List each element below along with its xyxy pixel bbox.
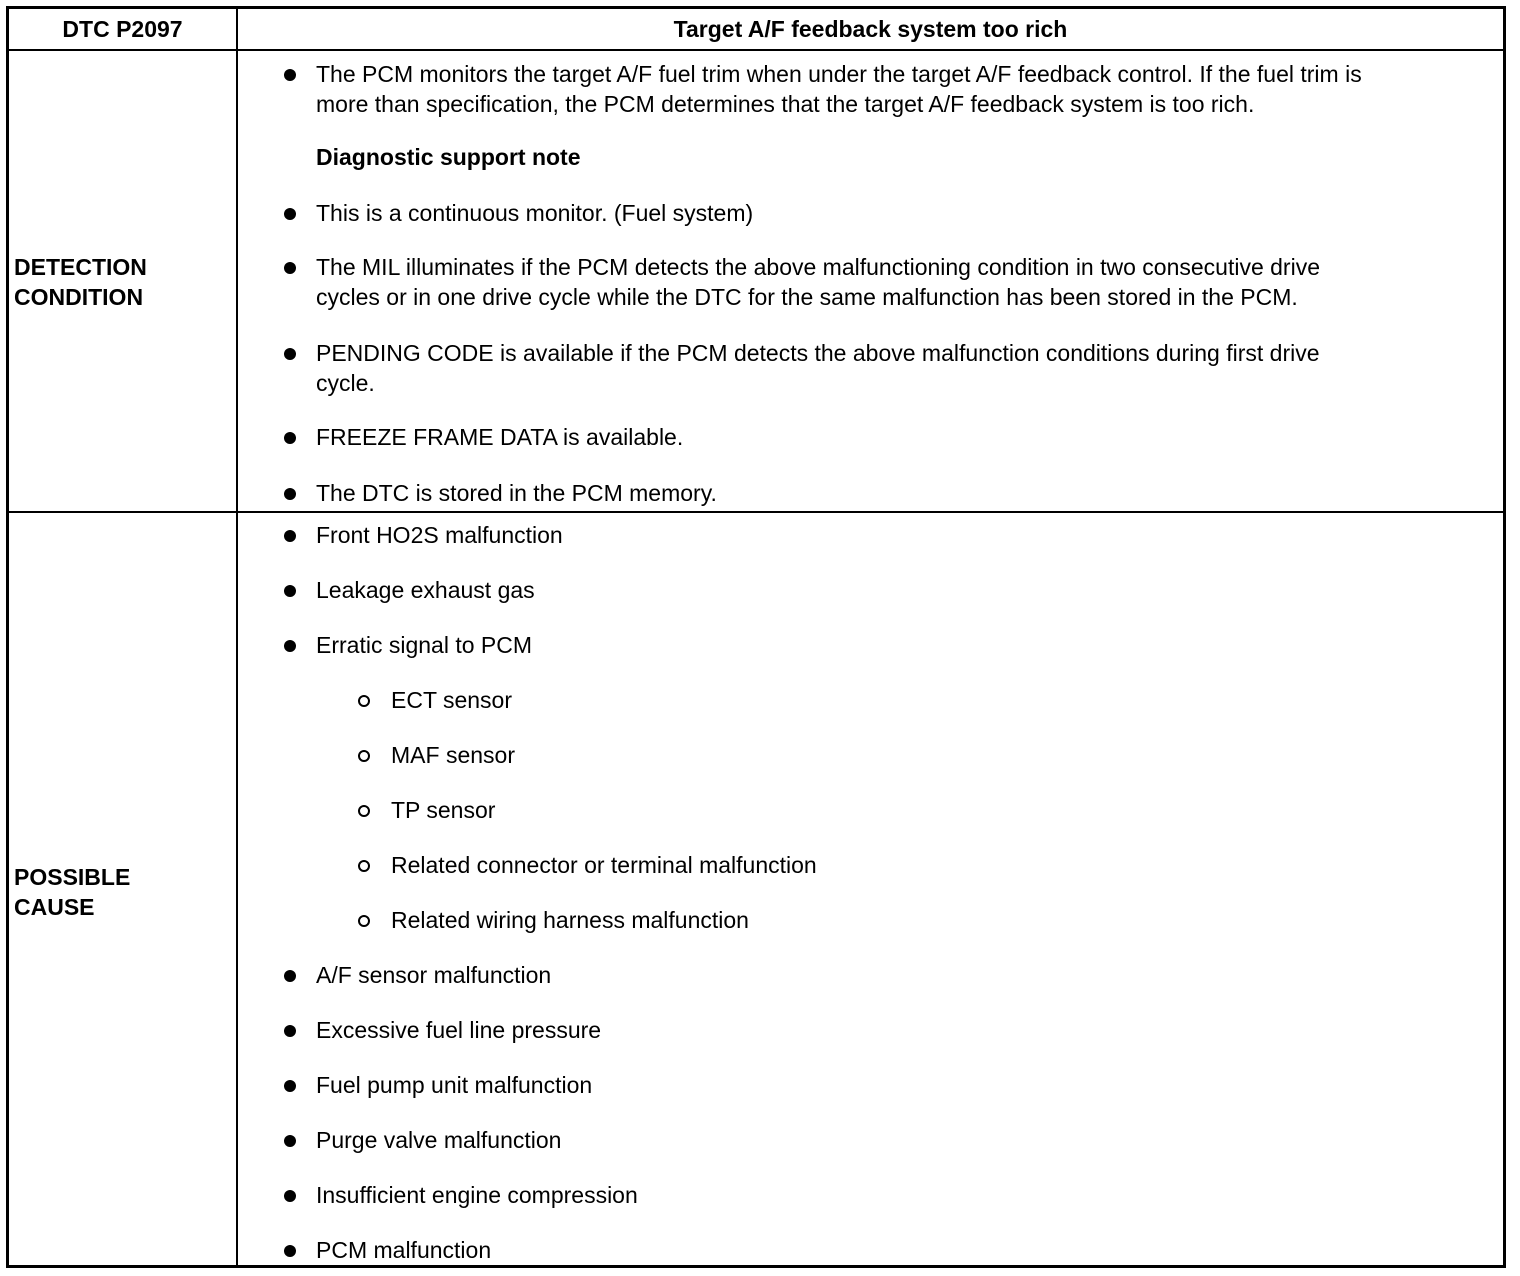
detection-item: This is a continuous monitor. (Fuel system) (316, 200, 754, 226)
possible-cause-label: POSSIBLE CAUSE (14, 864, 131, 920)
cause-item: Fuel pump unit malfunction (316, 1072, 593, 1098)
detection-condition-label: DETECTION CONDITION (14, 254, 147, 310)
detection-item: PENDING CODE is available if the PCM detects the above malfunction conditions during first drive cycle. (316, 340, 1320, 396)
dtc-code: DTC P2097 (62, 15, 183, 42)
dtc-title: Target A/F feedback system too rich (673, 15, 1068, 42)
cause-subitem: Related wiring harness malfunction (391, 907, 749, 933)
diagnostic-support-note: Diagnostic support note (316, 144, 581, 170)
header-divider (9, 49, 1503, 51)
cause-item: Insufficient engine compression (316, 1182, 638, 1208)
detection-item: FREEZE FRAME DATA is available. (316, 424, 684, 450)
cause-item: Excessive fuel line pressure (316, 1017, 602, 1043)
cause-subitem: Related connector or terminal malfunction (391, 852, 817, 878)
cause-item: A/F sensor malfunction (316, 962, 552, 988)
cause-subitem: ECT sensor (391, 687, 513, 713)
cause-item: Purge valve malfunction (316, 1127, 562, 1153)
dtc-table (6, 6, 1506, 1268)
cause-item: Front HO2S malfunction (316, 522, 563, 548)
detection-item: The DTC is stored in the PCM memory. (316, 480, 717, 506)
cause-item: PCM malfunction (316, 1237, 492, 1263)
detection-item: The PCM monitors the target A/F fuel trim when under the target A/F feedback control. If the fuel trim is more than specification, the PCM determines that the target A/F feedback system is too rich. (316, 61, 1362, 117)
cause-item: Erratic signal to PCM (316, 632, 533, 658)
column-divider (236, 9, 238, 1265)
detection-item: The MIL illuminates if the PCM detects the above malfunctioning condition in two consecutive drive cycles or in one drive cycle while the DTC for the same malfunction has been stored in the PCM. (316, 254, 1320, 310)
row-divider (9, 511, 1503, 513)
cause-subitem: MAF sensor (391, 742, 515, 768)
cause-subitem: TP sensor (391, 797, 496, 823)
cause-item: Leakage exhaust gas (316, 577, 535, 603)
